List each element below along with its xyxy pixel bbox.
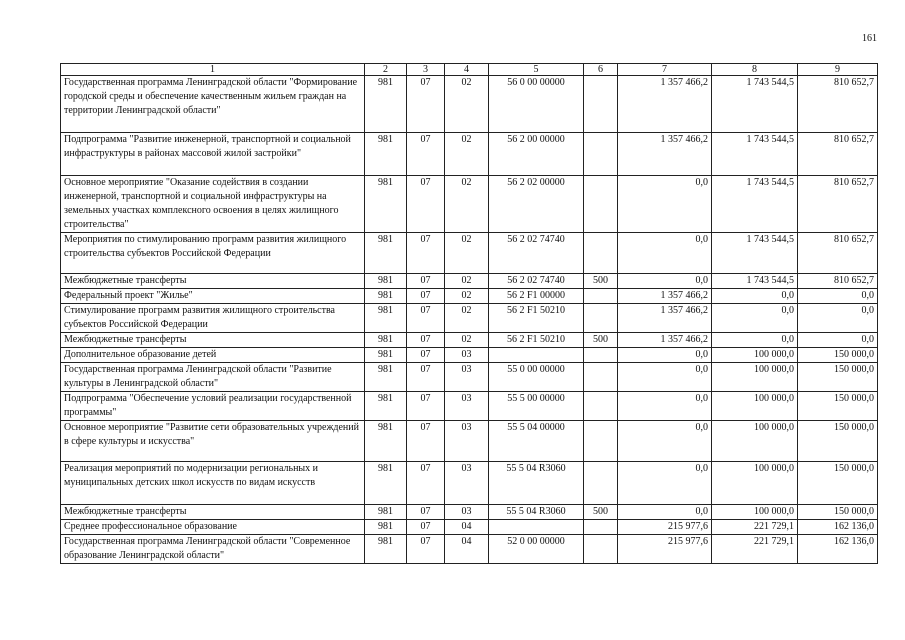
header-row [61,64,878,76]
row-name: Основное мероприятие "Оказание содействия в создании инженерной, транспортной и социальной инфраструктуры на земельных участках комплексного освоения в целях жилищного строительства" [61,176,365,233]
column-header: 9 [798,64,878,76]
cell-ministry: 981 [365,76,407,133]
cell-amount-7: 1 357 466,2 [618,76,712,133]
cell-target-code: 52 0 00 00000 [489,535,584,564]
cell-target-code: 56 2 00 00000 [489,133,584,176]
cell-amount-8: 1 743 544,5 [712,76,798,133]
row-name: Дополнительное образование детей [61,348,365,363]
cell-amount-7: 0,0 [618,176,712,233]
cell-amount-7: 0,0 [618,462,712,505]
cell-amount-7: 215 977,6 [618,535,712,564]
cell-ministry: 981 [365,505,407,520]
cell-ministry: 981 [365,520,407,535]
cell-subsection: 03 [445,348,489,363]
table-row [61,363,878,392]
cell-subsection: 02 [445,133,489,176]
cell-expense-type [584,363,618,392]
cell-expense-type [584,535,618,564]
cell-amount-8: 1 743 544,5 [712,133,798,176]
table-row [61,505,878,520]
cell-target-code: 55 5 00 00000 [489,392,584,421]
table-row [61,133,878,176]
cell-target-code: 56 0 00 00000 [489,76,584,133]
cell-amount-8: 100 000,0 [712,462,798,505]
cell-section: 07 [407,462,445,505]
cell-amount-9: 0,0 [798,333,878,348]
cell-ministry: 981 [365,333,407,348]
cell-subsection: 02 [445,333,489,348]
cell-amount-8: 100 000,0 [712,363,798,392]
cell-target-code: 55 5 04 00000 [489,421,584,462]
cell-expense-type [584,304,618,333]
cell-target-code: 55 5 04 R3060 [489,505,584,520]
cell-subsection: 02 [445,76,489,133]
cell-amount-9: 150 000,0 [798,505,878,520]
cell-amount-7: 0,0 [618,233,712,274]
cell-ministry: 981 [365,462,407,505]
table-row [61,76,878,133]
cell-expense-type [584,520,618,535]
cell-expense-type [584,348,618,363]
cell-ministry: 981 [365,535,407,564]
column-header: 2 [365,64,407,76]
cell-amount-9: 150 000,0 [798,392,878,421]
column-header: 4 [445,64,489,76]
row-name: Основное мероприятие "Развитие сети образовательных учреждений в сфере культуры и искусства" [61,421,365,462]
row-name: Реализация мероприятий по модернизации региональных и муниципальных детских школ искусств по видам искусств [61,462,365,505]
column-header: 3 [407,64,445,76]
cell-target-code: 56 2 F1 50210 [489,304,584,333]
cell-ministry: 981 [365,348,407,363]
cell-amount-8: 100 000,0 [712,505,798,520]
cell-subsection: 04 [445,535,489,564]
cell-section: 07 [407,176,445,233]
table-row [61,392,878,421]
cell-amount-7: 0,0 [618,505,712,520]
cell-section: 07 [407,274,445,289]
cell-amount-7: 0,0 [618,392,712,421]
cell-amount-7: 1 357 466,2 [618,333,712,348]
cell-amount-9: 150 000,0 [798,462,878,505]
cell-section: 07 [407,535,445,564]
cell-ministry: 981 [365,233,407,274]
cell-subsection: 04 [445,520,489,535]
column-header: 1 [61,64,365,76]
column-header: 8 [712,64,798,76]
cell-section: 07 [407,304,445,333]
cell-section: 07 [407,333,445,348]
cell-ministry: 981 [365,274,407,289]
cell-amount-7: 1 357 466,2 [618,289,712,304]
cell-amount-9: 150 000,0 [798,348,878,363]
cell-amount-9: 810 652,7 [798,176,878,233]
cell-target-code [489,348,584,363]
cell-expense-type [584,421,618,462]
column-header: 5 [489,64,584,76]
row-name: Мероприятия по стимулированию программ развития жилищного строительства субъектов Российской Федерации [61,233,365,274]
cell-expense-type: 500 [584,274,618,289]
cell-amount-7: 0,0 [618,421,712,462]
cell-expense-type [584,76,618,133]
row-name: Подпрограмма "Развитие инженерной, транспортной и социальной инфраструктуры в районах массовой жилой застройки" [61,133,365,176]
row-name: Межбюджетные трансферты [61,505,365,520]
cell-amount-9: 810 652,7 [798,76,878,133]
cell-expense-type: 500 [584,333,618,348]
row-name: Федеральный проект "Жилье" [61,289,365,304]
cell-amount-7: 1 357 466,2 [618,133,712,176]
table-row [61,289,878,304]
table-row [61,462,878,505]
cell-amount-9: 0,0 [798,304,878,333]
cell-ministry: 981 [365,421,407,462]
cell-subsection: 03 [445,505,489,520]
cell-subsection: 02 [445,274,489,289]
table-row [61,520,878,535]
cell-target-code: 56 2 02 74740 [489,274,584,289]
cell-target-code: 56 2 02 00000 [489,176,584,233]
cell-amount-8: 100 000,0 [712,421,798,462]
column-header: 7 [618,64,712,76]
cell-amount-9: 162 136,0 [798,520,878,535]
cell-subsection: 03 [445,363,489,392]
cell-amount-7: 0,0 [618,363,712,392]
table-row [61,176,878,233]
cell-amount-9: 150 000,0 [798,363,878,392]
row-name: Межбюджетные трансферты [61,274,365,289]
cell-amount-8: 1 743 544,5 [712,176,798,233]
cell-subsection: 02 [445,304,489,333]
cell-target-code: 56 2 F1 00000 [489,289,584,304]
cell-expense-type [584,392,618,421]
cell-section: 07 [407,392,445,421]
cell-target-code: 55 5 04 R3060 [489,462,584,505]
row-name: Стимулирование программ развития жилищного строительства субъектов Российской Федерации [61,304,365,333]
cell-expense-type [584,133,618,176]
cell-expense-type [584,289,618,304]
cell-subsection: 03 [445,462,489,505]
cell-ministry: 981 [365,304,407,333]
cell-amount-7: 0,0 [618,348,712,363]
row-name: Подпрограмма "Обеспечение условий реализации государственной программы" [61,392,365,421]
table-row [61,348,878,363]
column-header: 6 [584,64,618,76]
cell-expense-type [584,233,618,274]
cell-amount-8: 100 000,0 [712,348,798,363]
table-row [61,333,878,348]
cell-target-code: 55 0 00 00000 [489,363,584,392]
table-row [61,535,878,564]
cell-section: 07 [407,505,445,520]
cell-amount-8: 0,0 [712,289,798,304]
row-name: Государственная программа Ленинградской области "Современное образование Ленинградской области" [61,535,365,564]
table-row [61,304,878,333]
cell-expense-type: 500 [584,505,618,520]
cell-subsection: 03 [445,392,489,421]
cell-amount-7: 1 357 466,2 [618,304,712,333]
cell-amount-8: 100 000,0 [712,392,798,421]
cell-amount-8: 0,0 [712,304,798,333]
cell-section: 07 [407,348,445,363]
row-name: Межбюджетные трансферты [61,333,365,348]
table-row [61,421,878,462]
cell-target-code: 56 2 F1 50210 [489,333,584,348]
cell-subsection: 02 [445,289,489,304]
cell-amount-8: 221 729,1 [712,535,798,564]
cell-section: 07 [407,289,445,304]
row-name: Государственная программа Ленинградской области "Формирование городской среды и обеспечение качественным жильем граждан на территории Ленинградской области" [61,76,365,133]
cell-amount-9: 150 000,0 [798,421,878,462]
table-row [61,274,878,289]
cell-expense-type [584,462,618,505]
cell-amount-8: 1 743 544,5 [712,233,798,274]
cell-amount-9: 810 652,7 [798,274,878,289]
cell-ministry: 981 [365,363,407,392]
row-name: Среднее профессиональное образование [61,520,365,535]
cell-amount-8: 221 729,1 [712,520,798,535]
cell-section: 07 [407,520,445,535]
cell-target-code [489,520,584,535]
budget-table [60,63,878,564]
cell-amount-7: 0,0 [618,274,712,289]
cell-amount-9: 162 136,0 [798,535,878,564]
cell-section: 07 [407,76,445,133]
cell-subsection: 02 [445,233,489,274]
cell-amount-8: 0,0 [712,333,798,348]
cell-expense-type [584,176,618,233]
page-number: 161 [862,33,877,44]
cell-subsection: 03 [445,421,489,462]
cell-ministry: 981 [365,176,407,233]
table-row [61,233,878,274]
cell-section: 07 [407,133,445,176]
cell-subsection: 02 [445,176,489,233]
cell-section: 07 [407,421,445,462]
cell-amount-7: 215 977,6 [618,520,712,535]
cell-ministry: 981 [365,289,407,304]
cell-amount-8: 1 743 544,5 [712,274,798,289]
cell-section: 07 [407,233,445,274]
row-name: Государственная программа Ленинградской области "Развитие культуры в Ленинградской области" [61,363,365,392]
cell-amount-9: 810 652,7 [798,133,878,176]
cell-section: 07 [407,363,445,392]
cell-amount-9: 810 652,7 [798,233,878,274]
cell-ministry: 981 [365,392,407,421]
cell-amount-9: 0,0 [798,289,878,304]
cell-target-code: 56 2 02 74740 [489,233,584,274]
cell-ministry: 981 [365,133,407,176]
